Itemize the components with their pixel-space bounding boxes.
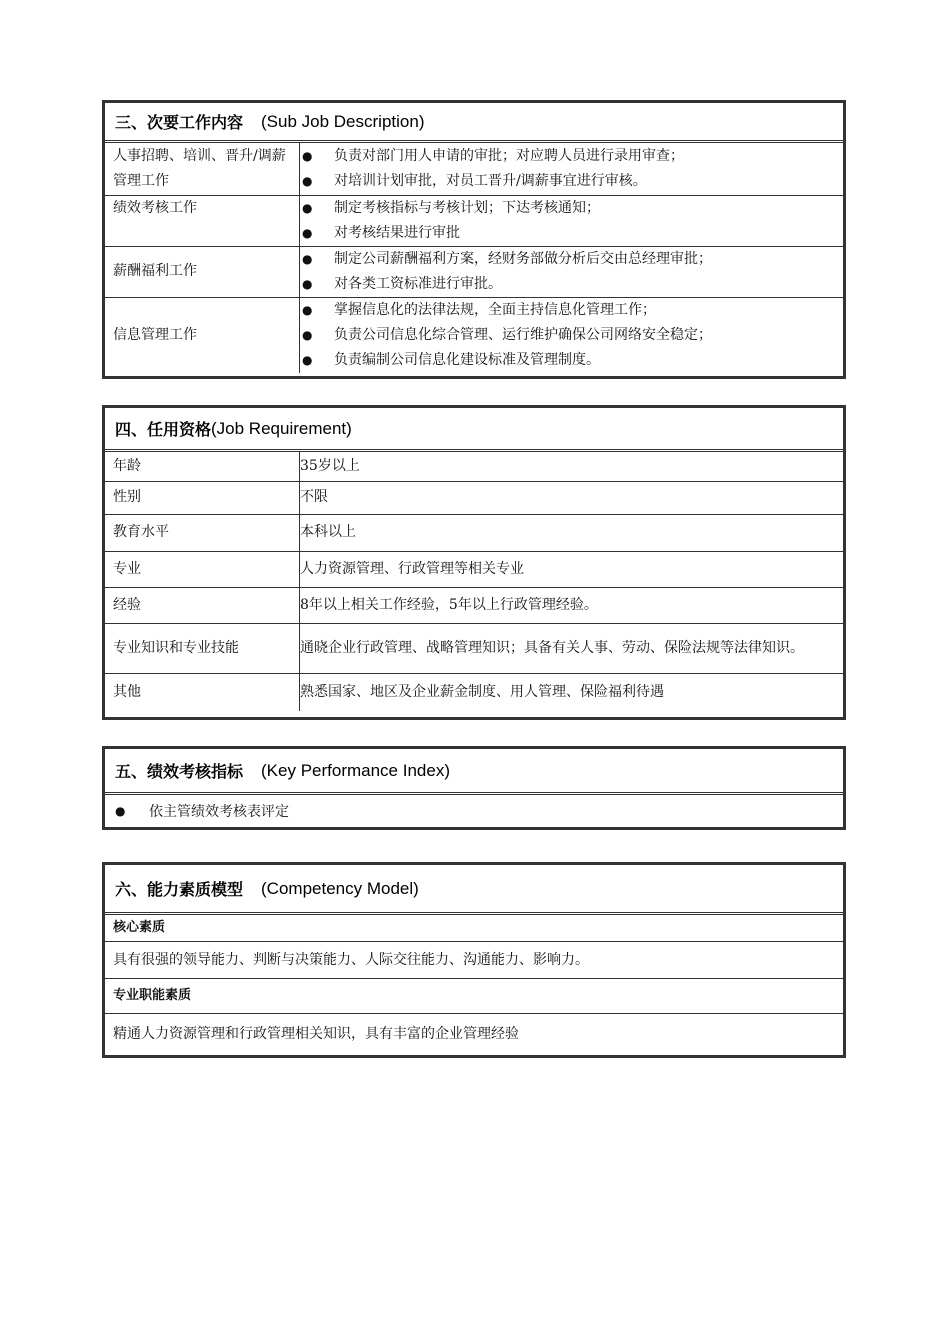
table-row	[105, 246, 843, 297]
professional-competency-label: 专业职能素质	[105, 978, 843, 1013]
bullet-icon: ●	[115, 804, 126, 818]
section-job-requirement	[102, 405, 846, 720]
table-row	[105, 143, 843, 195]
bullet-list	[300, 298, 843, 373]
section-title-en: (Competency Model)	[261, 878, 419, 898]
list-item: ● 负责公司信息化综合管理、运行维护确保公司网络安全稳定；	[300, 323, 843, 348]
row-value: 8年以上相关工作经验，5年以上行政管理经验。	[300, 587, 844, 623]
row-value: 35岁以上	[300, 457, 360, 474]
core-competency-label: 核心素质	[113, 920, 166, 935]
section-title-zh: 六、能力素质模型	[115, 880, 244, 899]
row-label: 人事招聘、培训、晋升/调薪管理工作	[105, 143, 300, 195]
row-label: 年龄	[105, 452, 300, 481]
row-label: 其他	[105, 673, 300, 711]
row-value: 本科以上	[300, 514, 844, 551]
row-label: 教育水平	[105, 514, 300, 551]
row-value: 熟悉国家、地区及企业薪金制度、用人管理、保险福利待遇	[300, 673, 844, 711]
section-title-en: (Job Requirement)	[211, 418, 352, 438]
list-item: ● 制定考核指标与考核计划；下达考核通知；	[300, 196, 843, 221]
list-item: ● 制定公司薪酬福利方案，经财务部做分析后交由总经理审批；	[300, 247, 843, 272]
bullet-list	[300, 196, 843, 246]
sub-job-table	[105, 143, 843, 373]
section-sub-job-description	[102, 100, 846, 379]
table-row	[105, 623, 843, 673]
row-value: 不限	[300, 481, 844, 514]
list-item: ● 负责编制公司信息化建设标准及管理制度。	[300, 348, 843, 373]
kpi-row	[105, 795, 843, 827]
table-row	[105, 297, 843, 373]
section-kpi	[102, 746, 846, 830]
list-item: ● 负责对部门用人申请的审批；对应聘人员进行录用审查；	[300, 144, 843, 169]
table-row	[105, 452, 843, 481]
table-row	[105, 673, 843, 711]
section-title-en: (Key Performance Index)	[261, 760, 450, 780]
section-title-zh: 四、任用资格	[115, 420, 212, 439]
core-competency-text: 具有很强的领导能力、判断与决策能力、人际交往能力、沟通能力、影响力。	[105, 941, 843, 978]
row-label: 绩效考核工作	[105, 195, 300, 246]
section-title-en: (Sub Job Description)	[261, 111, 425, 131]
kpi-item: 依主管绩效考核表评定	[149, 804, 289, 820]
section-title	[105, 749, 843, 795]
row-label: 信息管理工作	[105, 297, 300, 373]
row-label: 性别	[105, 481, 300, 514]
row-value: 人力资源管理、行政管理等相关专业	[300, 551, 844, 587]
list-item: ● 对培训计划审批，对员工晋升/调薪事宜进行审核。	[300, 169, 843, 194]
table-row	[105, 481, 843, 514]
section-title	[105, 865, 843, 915]
row-label: 专业知识和专业技能	[105, 623, 300, 673]
section-competency-model	[102, 862, 846, 1058]
section-title-zh: 三、次要工作内容	[115, 113, 244, 132]
row-label: 专业	[105, 551, 300, 587]
row-value: 通晓企业行政管理、战略管理知识；具备有关人事、劳动、保险法规等法律知识。	[300, 623, 844, 673]
table-row	[105, 551, 843, 587]
table-row	[105, 587, 843, 623]
list-item: ● 对考核结果进行审批	[300, 221, 843, 246]
row-label: 薪酬福利工作	[105, 246, 300, 297]
section-title	[105, 408, 843, 452]
professional-competency-text: 精通人力资源管理和行政管理相关知识，具有丰富的企业管理经验	[105, 1013, 843, 1054]
section-title-zh: 五、绩效考核指标	[115, 762, 244, 781]
list-item: ● 对各类工资标准进行审批。	[300, 272, 843, 297]
section-title	[105, 103, 843, 143]
table-row	[105, 195, 843, 246]
bullet-list	[300, 144, 843, 194]
bullet-list	[300, 247, 843, 297]
list-item: ● 掌握信息化的法律法规，全面主持信息化管理工作；	[300, 298, 843, 323]
row-label: 经验	[105, 587, 300, 623]
requirement-table	[105, 452, 843, 711]
table-row	[105, 514, 843, 551]
